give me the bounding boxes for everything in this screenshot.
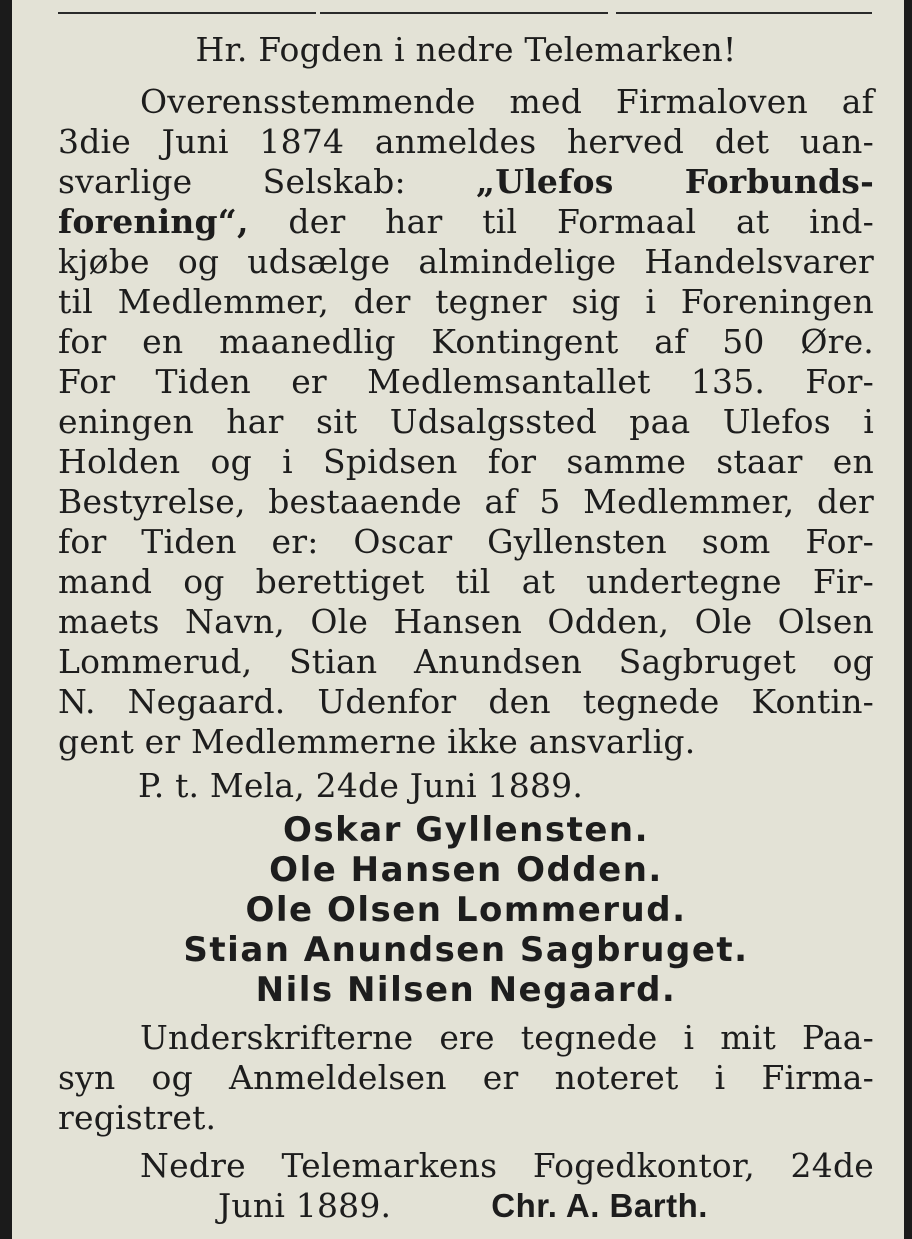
body-line: N. Negaard. Udenfor den tegnede Kontin- — [58, 682, 874, 721]
body-line: maets Navn, Ole Hansen Odden, Ole Olsen — [58, 602, 874, 641]
body-line: 3die Juni 1874 anmeldes herved det uan- — [58, 122, 874, 161]
company-name: „Ulefos Forbunds- — [476, 162, 874, 201]
body-text: der har til Formaal at ind- — [248, 202, 874, 241]
body-line: for Tiden er: Oscar Gyllensten som For- — [58, 522, 874, 561]
body-line: Bestyrelse, bestaaende af 5 Medlemmer, der — [58, 482, 874, 521]
body-line — [58, 202, 874, 242]
column-rule — [58, 12, 316, 14]
body-line: til Medlemmer, der tegner sig i Foreningen — [58, 282, 874, 321]
body-text: svarlige Selskab: — [58, 162, 477, 201]
signatory: Nils Nilsen Negaard. — [255, 970, 677, 1010]
column-rule — [320, 12, 608, 14]
body-line: eningen har sit Udsalgssted paa Ulefos i — [58, 402, 874, 441]
body-line — [58, 162, 874, 202]
signatory: Ole Olsen Lommerud. — [245, 890, 687, 930]
place-date: P. t. Mela, 24de Juni 1889. — [138, 766, 584, 805]
body-line: for en maanedlig Kontingent af 50 Øre. — [58, 322, 874, 361]
scan-border-left — [0, 0, 12, 1239]
scan-border-right — [904, 0, 912, 1239]
body-line: Holden og i Spidsen for samme staar en — [58, 442, 874, 481]
notice-heading: Hr. Fogden i nedre Telemarken! — [195, 30, 737, 69]
body-line: For Tiden er Medlemsantallet 135. For- — [58, 362, 874, 401]
endorsement-line: syn og Anmeldelsen er noteret i Firma- — [58, 1058, 874, 1097]
official-signature: Chr. A. Barth. — [491, 1187, 708, 1224]
signatory: Ole Hansen Odden. — [269, 850, 663, 890]
signatory: Oskar Gyllensten. — [282, 810, 650, 850]
company-name-cont: forening“, — [58, 202, 249, 241]
body-line: kjøbe og udsælge almindelige Handelsvarer — [58, 242, 874, 281]
endorsement-line: registret. — [58, 1098, 217, 1137]
office-line — [58, 1186, 874, 1226]
body-line: mand og berettiget til at undertegne Fir- — [58, 562, 874, 601]
endorsement-line: Underskrifterne ere tegnede i mit Paa- — [140, 1018, 874, 1057]
body-line: Lommerud, Stian Anundsen Sagbruget og — [58, 642, 874, 681]
body-line: Overensstemmende med Firmaloven af — [140, 82, 874, 121]
office-line: Nedre Telemarkens Fogedkontor, 24de — [140, 1146, 874, 1185]
column-rule — [616, 12, 872, 14]
body-line: gent er Medlemmerne ikke ansvarlig. — [58, 722, 696, 761]
office-date: Juni 1889. — [218, 1186, 392, 1225]
signatory: Stian Anundsen Sagbruget. — [183, 930, 749, 970]
